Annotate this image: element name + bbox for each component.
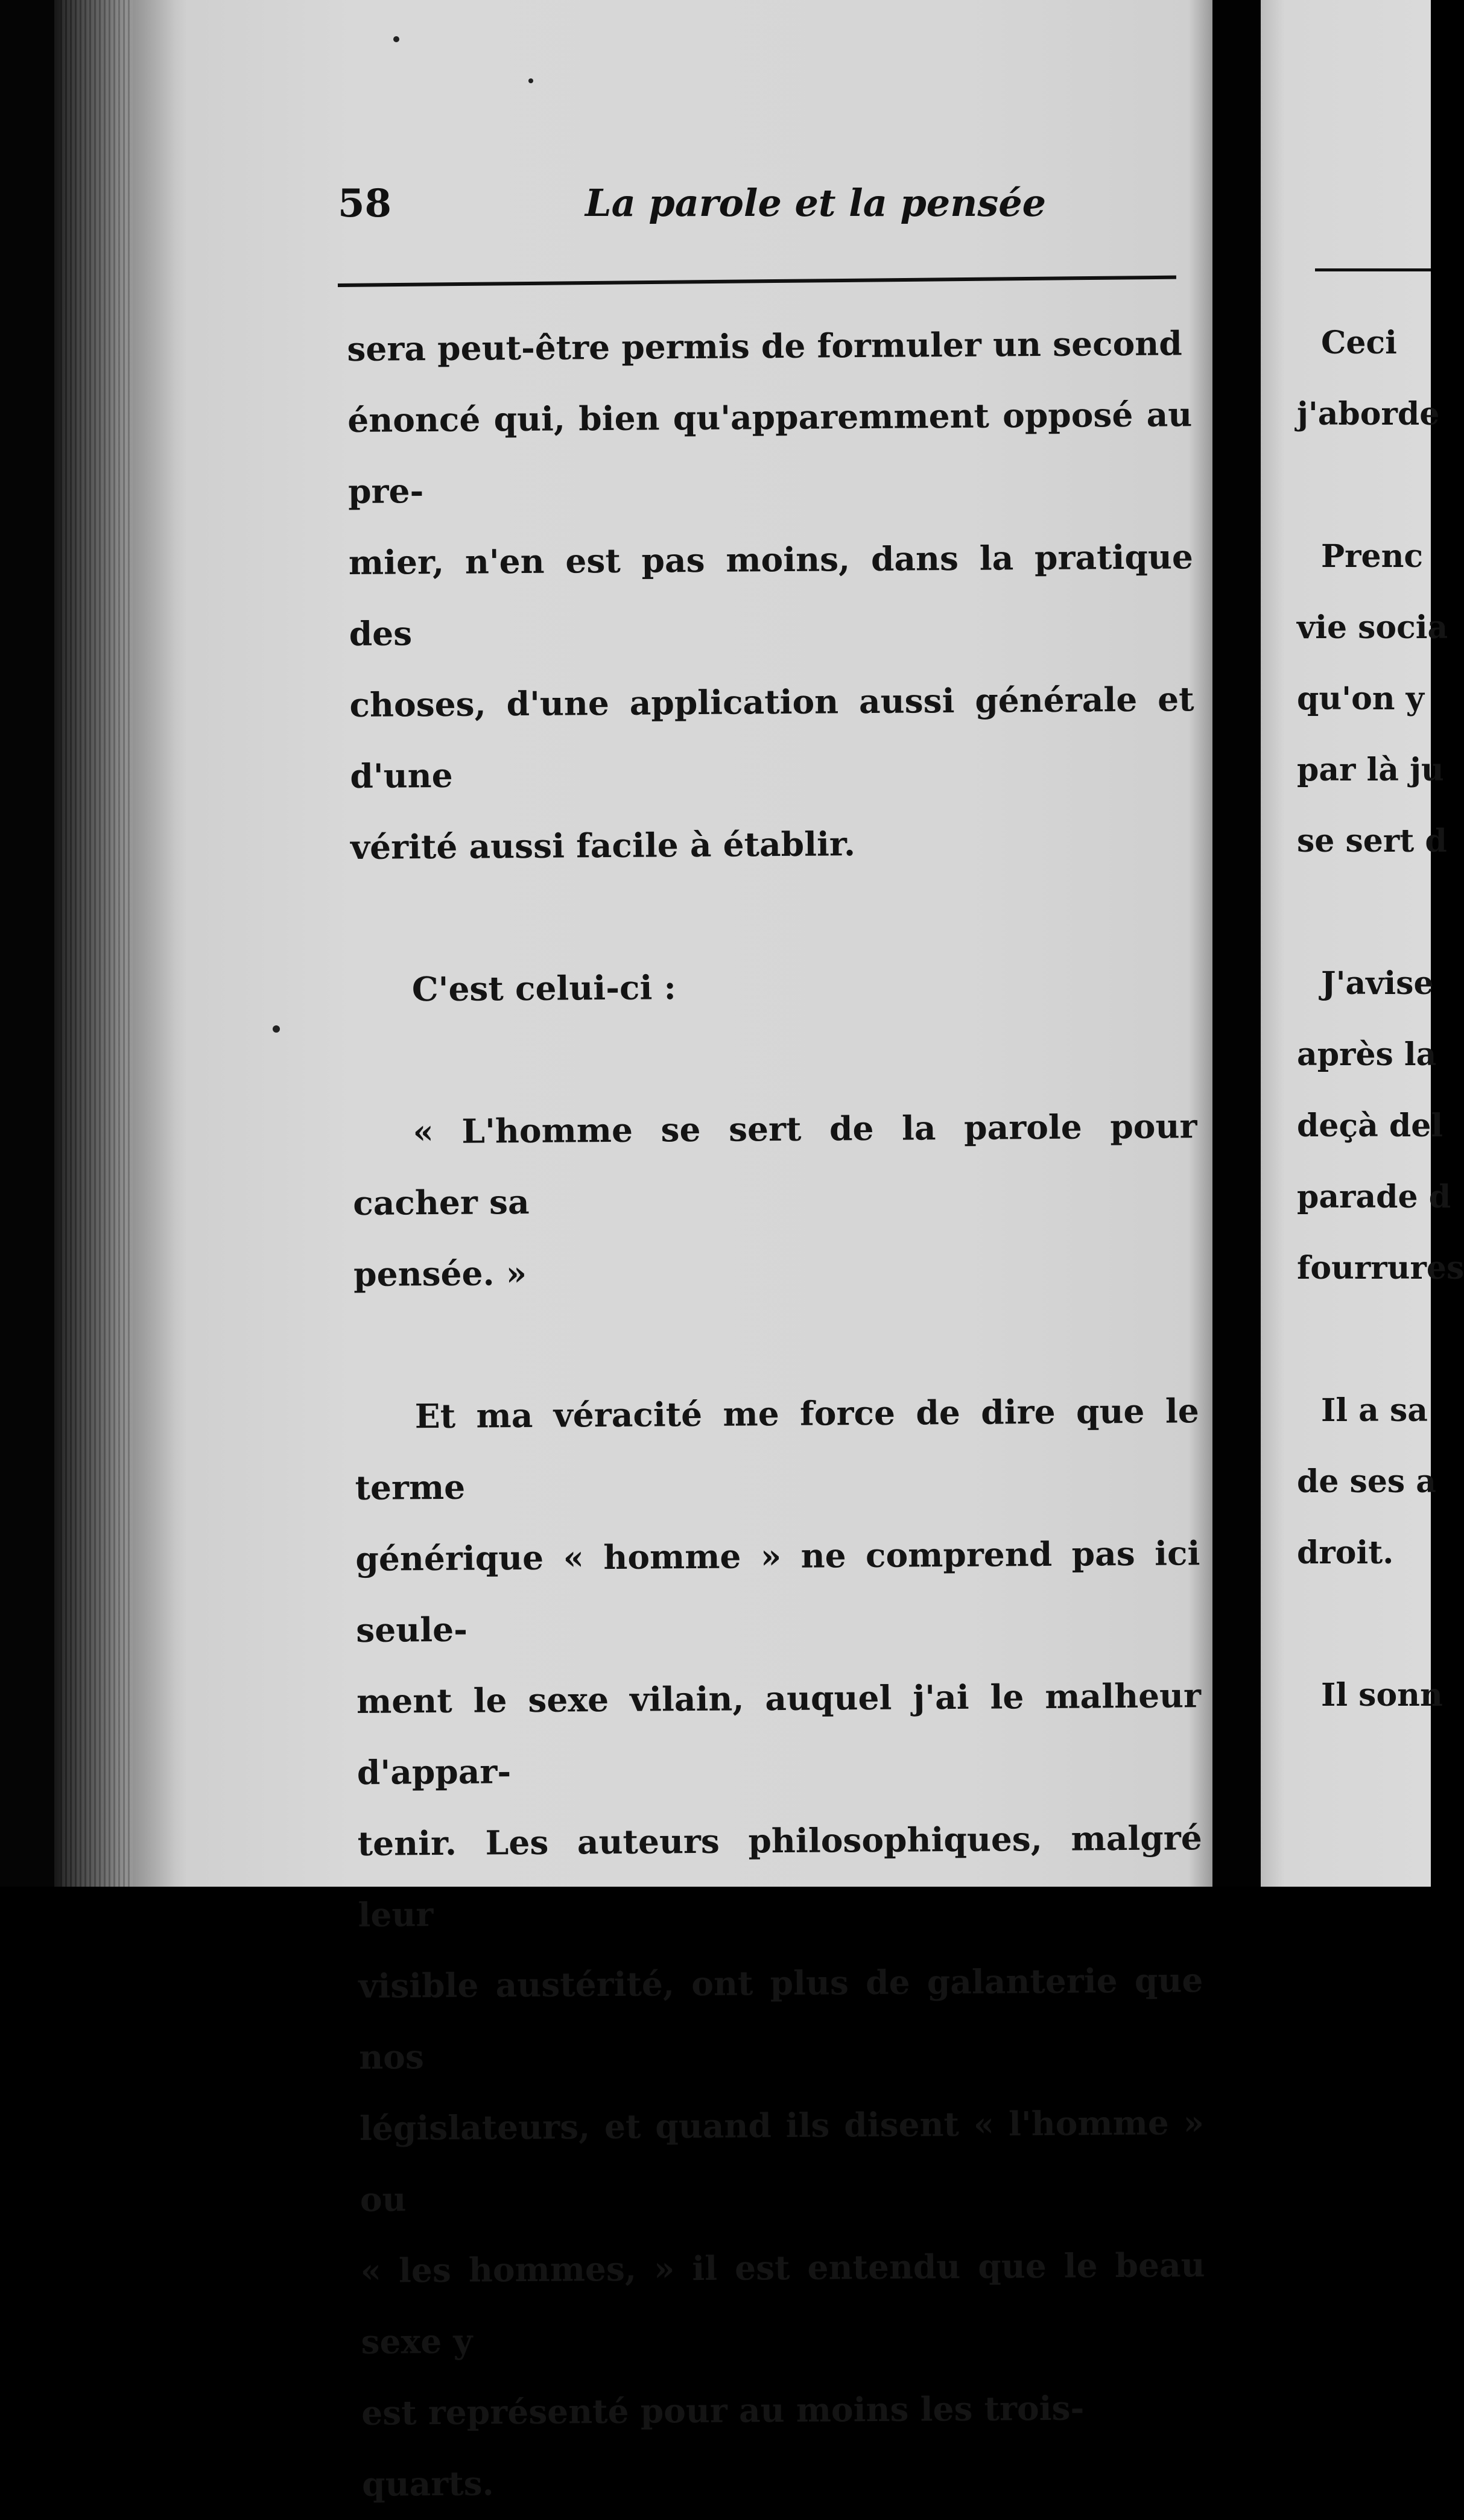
text-line: choses, d'une application aussi générale et d'une — [349, 679, 1194, 796]
page-number: 58 — [338, 181, 392, 226]
text-line: « les hommes, » il est entendu que le beau sexe y — [360, 2245, 1205, 2361]
ink-speck — [528, 78, 533, 83]
text-line: parade d — [1297, 1179, 1451, 1215]
text-line: Et ma véracité me force de dire que le terme — [355, 1391, 1199, 1507]
paragraph-3-quotation — [352, 1091, 1198, 1310]
text-line: « L'homme se sert de la parole pour cacher sa — [353, 1106, 1197, 1223]
text-line: tenir. Les auteurs philosophiques, malgré leur — [357, 1818, 1202, 1934]
text-line: J'avise — [1321, 965, 1434, 1002]
text-line: j'aborde — [1297, 396, 1440, 432]
text-line: mier, n'en est pas moins, dans la pratique des — [348, 537, 1194, 653]
text-line: est représenté pour au moins les trois-quarts. — [361, 2388, 1085, 2504]
right-page-fragment — [1297, 308, 1464, 1731]
text-line: ment le sexe vilain, auquel j'ai le malheur d'appar- — [356, 1676, 1202, 1792]
text-line: de ses a — [1297, 1463, 1436, 1500]
paragraph-2 — [351, 948, 1196, 1025]
running-title: La parole et la pensée — [585, 181, 1047, 225]
text-line: se sert d — [1297, 823, 1447, 860]
right-page-header-rule — [1315, 268, 1431, 271]
text-line: par là ju — [1297, 752, 1444, 788]
text-line: générique « homme » ne comprend pas ici seule- — [355, 1533, 1200, 1650]
text-line: Il sonn — [1321, 1677, 1443, 1714]
text-line: Ceci — [1321, 324, 1397, 361]
text-line: pensée. » — [353, 1253, 527, 1294]
text-line: vérité aussi facile à établir. — [350, 824, 856, 867]
text-line: vie socia — [1297, 609, 1448, 646]
ink-speck — [273, 1025, 280, 1033]
text-line: énoncé qui, bien qu'apparemment opposé au pre- — [347, 394, 1193, 511]
left-page-body — [347, 308, 1207, 2520]
text-line: sera peut-être permis de formuler un second — [347, 323, 1182, 369]
text-line: législateurs, et quand ils disent « l'homme » ou — [359, 2103, 1205, 2219]
text-line: droit. — [1297, 1534, 1394, 1571]
text-line: fourrures — [1297, 1250, 1464, 1287]
text-line: Il a sa — [1321, 1392, 1428, 1429]
text-line: qu'on y — [1297, 680, 1424, 717]
text-line: deçà del — [1297, 1107, 1443, 1144]
text-line: après la — [1297, 1036, 1437, 1073]
page-edge-stripes — [60, 0, 133, 1887]
text-line: visible austérité, ont plus de galanterie que nos — [358, 1960, 1203, 2077]
book-gutter — [1212, 0, 1261, 1887]
running-head — [338, 181, 1182, 241]
text-line: C'est celui-ci : — [411, 967, 677, 1009]
ink-speck — [393, 36, 399, 42]
paragraph-1 — [347, 308, 1196, 883]
text-line: Prenc — [1321, 538, 1424, 575]
paragraph-4 — [354, 1375, 1206, 2520]
